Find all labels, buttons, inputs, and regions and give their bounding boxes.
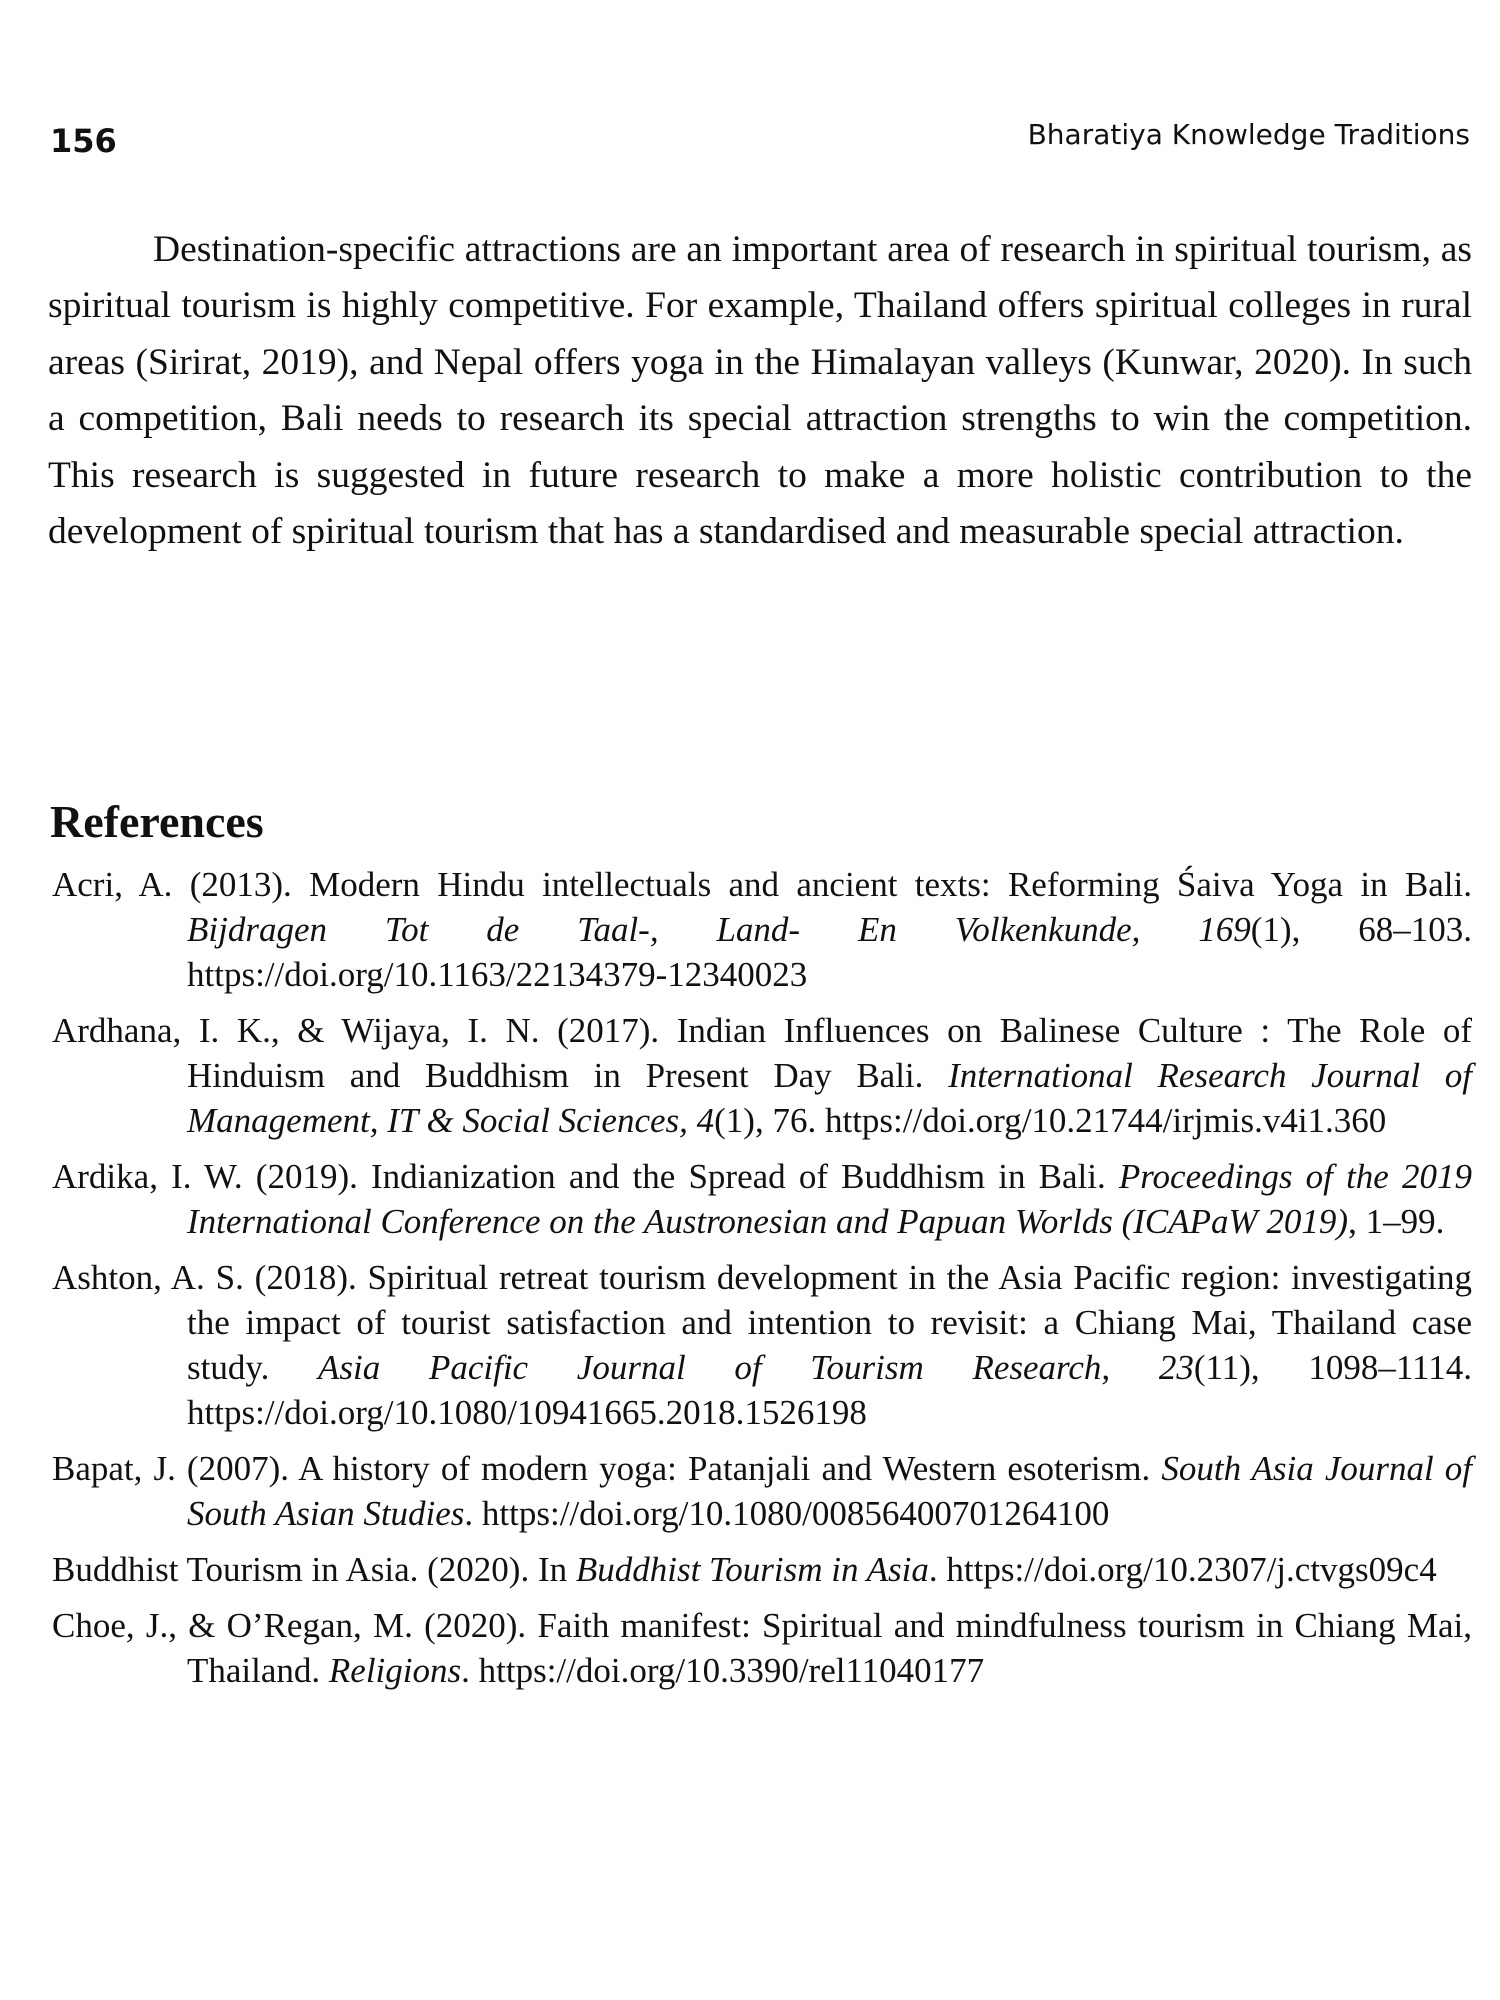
reference-item bbox=[52, 1547, 1472, 1592]
reference-item bbox=[52, 1446, 1472, 1536]
reference-tail: , 1–99. bbox=[1348, 1202, 1445, 1241]
reference-item bbox=[52, 862, 1472, 997]
reference-lead: Acri, A. (2013). Modern Hindu intellectuals and ancient texts: Reforming Śaiva Yoga in Bali. bbox=[52, 865, 1472, 904]
reference-tail: (11), 1098–1114. https://doi.org/10.1080/10941665.2018.1526198 bbox=[187, 1348, 1472, 1432]
reference-source: Asia Pacific Journal of Tourism Research, 23 bbox=[318, 1348, 1194, 1387]
reference-source: Proceedings of the 2019 International Conference on the Austronesian and Papuan Worlds (ICAPaW 2019) bbox=[187, 1157, 1472, 1241]
reference-item bbox=[52, 1008, 1472, 1143]
reference-item bbox=[52, 1255, 1472, 1435]
reference-lead: Ardhana, I. K., & Wijaya, I. N. (2017). Indian Influences on Balinese Culture : The Role of Hinduism and Buddhism in Present Day Bali. bbox=[52, 1011, 1472, 1095]
reference-lead: Choe, J., & O’Regan, M. (2020). Faith manifest: Spiritual and mindfulness tourism in Chiang Mai, Thailand. bbox=[52, 1606, 1472, 1690]
reference-lead: Bapat, J. (2007). A history of modern yoga: Patanjali and Western esoterism. bbox=[52, 1449, 1162, 1488]
references-heading: References bbox=[50, 796, 264, 847]
page-number: 156 bbox=[50, 122, 117, 160]
reference-tail: (1), 68–103. https://doi.org/10.1163/22134379-12340023 bbox=[187, 910, 1472, 994]
reference-item bbox=[52, 1603, 1472, 1693]
page-header bbox=[50, 118, 1470, 168]
running-head: Bharatiya Knowledge Traditions bbox=[1027, 118, 1470, 151]
reference-source: Buddhist Tourism in Asia bbox=[575, 1550, 929, 1589]
reference-source: International Research Journal of Management, IT & Social Sciences, 4 bbox=[187, 1056, 1472, 1140]
reference-source: Bijdragen Tot de Taal-, Land- En Volkenkunde, 169 bbox=[187, 910, 1251, 949]
reference-lead: Ashton, A. S. (2018). Spiritual retreat tourism development in the Asia Pacific region: investigating the impact of tourist satisfaction and intention to revisit: a Chiang Mai, Thailand case study. bbox=[52, 1258, 1472, 1387]
reference-lead: Ardika, I. W. (2019). Indianization and the Spread of Buddhism in Bali. bbox=[52, 1157, 1119, 1196]
reference-lead: Buddhist Tourism in Asia. (2020). In bbox=[52, 1550, 576, 1589]
reference-tail: . https://doi.org/10.1080/00856400701264100 bbox=[464, 1494, 1110, 1533]
reference-tail: (1), 76. https://doi.org/10.21744/irjmis.v4i1.360 bbox=[714, 1101, 1387, 1140]
references-list bbox=[52, 862, 1472, 1704]
reference-tail: . https://doi.org/10.3390/rel11040177 bbox=[461, 1651, 985, 1690]
reference-source: South Asia Journal of South Asian Studies bbox=[187, 1449, 1473, 1533]
reference-item bbox=[52, 1154, 1472, 1244]
reference-tail: . https://doi.org/10.2307/j.ctvgs09c4 bbox=[928, 1550, 1437, 1589]
reference-source: Religions bbox=[328, 1651, 462, 1690]
body-paragraph: Destination-specific attractions are an important area of research in spiritual tourism, as spiritual tourism is highly competitive. For example, Thailand offers spiritual colleges in rural areas (Sirirat, 2019), and Nepal offers yoga in the Himalayan valleys (Kunwar, 2020). In such a competition, Bali needs to research its special attraction strengths to win the competition. This research is suggested in future research to make a more holistic contribution to the development of spiritual tourism that has a standardised and measurable special attraction. bbox=[48, 229, 1472, 553]
